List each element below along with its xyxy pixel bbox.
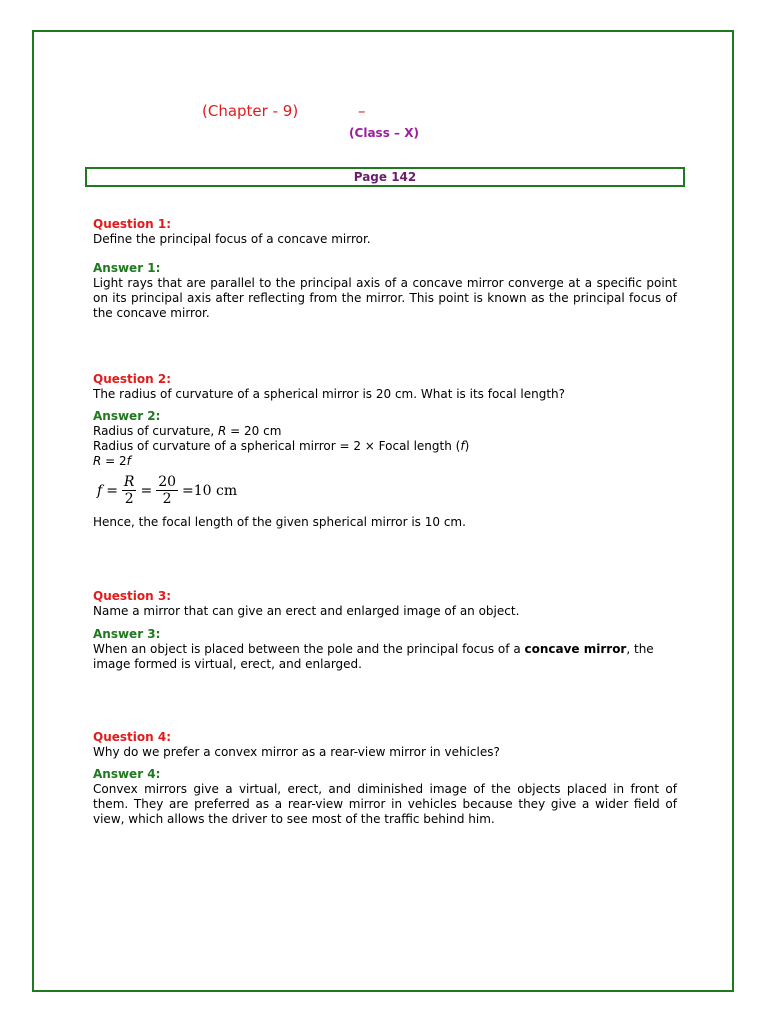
question-2-label: Question 2:	[93, 372, 171, 386]
question-4-block	[93, 730, 677, 760]
answer-1-text: Light rays that are parallel to the principal axis of a concave mirror converge at a specific point on its principal axis after reflecting from the mirror. This point is known as the principal focus of the concave mirror.	[93, 276, 677, 320]
chapter-dash: –	[358, 102, 366, 120]
question-3-label: Question 3:	[93, 589, 171, 603]
class-label: (Class – X)	[349, 126, 419, 140]
answer-3-block	[93, 627, 677, 672]
fraction-20-over-2: $\frac{20}{2}$	[158, 474, 177, 507]
answer-4-text: Convex mirrors give a virtual, erect, and diminished image of the objects placed in front of them. They are preferred as a rear-view mirror in vehicles because they give a wider field of view, which allows the driver to see most of the traffic behind him.	[93, 782, 677, 826]
page-number-box: Page 142	[85, 167, 685, 187]
answer-2-line-3: R = 2f	[93, 454, 131, 468]
answer-3-label: Answer 3:	[93, 627, 161, 641]
question-3-block	[93, 589, 677, 619]
answer-2-line-1: Radius of curvature, R = 20 cm	[93, 424, 282, 438]
question-4-label: Question 4:	[93, 730, 171, 744]
answer-2-line-2: Radius of curvature of a spherical mirror = 2 × Focal length (f)	[93, 439, 470, 453]
chapter-label: (Chapter - 9)	[202, 102, 299, 120]
focal-length-formula: f = $\frac{R}{2}$ = $\frac{20}{2}$ =10 cm	[97, 474, 238, 507]
question-1-block	[93, 217, 677, 247]
answer-1-block	[93, 261, 677, 321]
answer-4-label: Answer 4:	[93, 767, 161, 781]
answer-1-label: Answer 1:	[93, 261, 161, 275]
question-1-label: Question 1:	[93, 217, 171, 231]
answer-3-text: When an object is placed between the pole and the principal focus of a concave mirror, the image formed is virtual, erect, and enlarged.	[93, 642, 654, 671]
question-2-block	[93, 372, 677, 402]
answer-2-block	[93, 409, 677, 469]
question-3-text: Name a mirror that can give an erect and enlarged image of an object.	[93, 604, 520, 618]
question-1-text: Define the principal focus of a concave mirror.	[93, 232, 371, 246]
answer-2-label: Answer 2:	[93, 409, 161, 423]
answer-2-conclusion: Hence, the focal length of the given spherical mirror is 10 cm.	[93, 515, 466, 529]
question-4-text: Why do we prefer a convex mirror as a rear-view mirror in vehicles?	[93, 745, 500, 759]
answer-4-block	[93, 767, 677, 827]
fraction-r-over-2: $\frac{R}{2}$	[123, 474, 135, 507]
question-2-text: The radius of curvature of a spherical mirror is 20 cm. What is its focal length?	[93, 387, 566, 401]
